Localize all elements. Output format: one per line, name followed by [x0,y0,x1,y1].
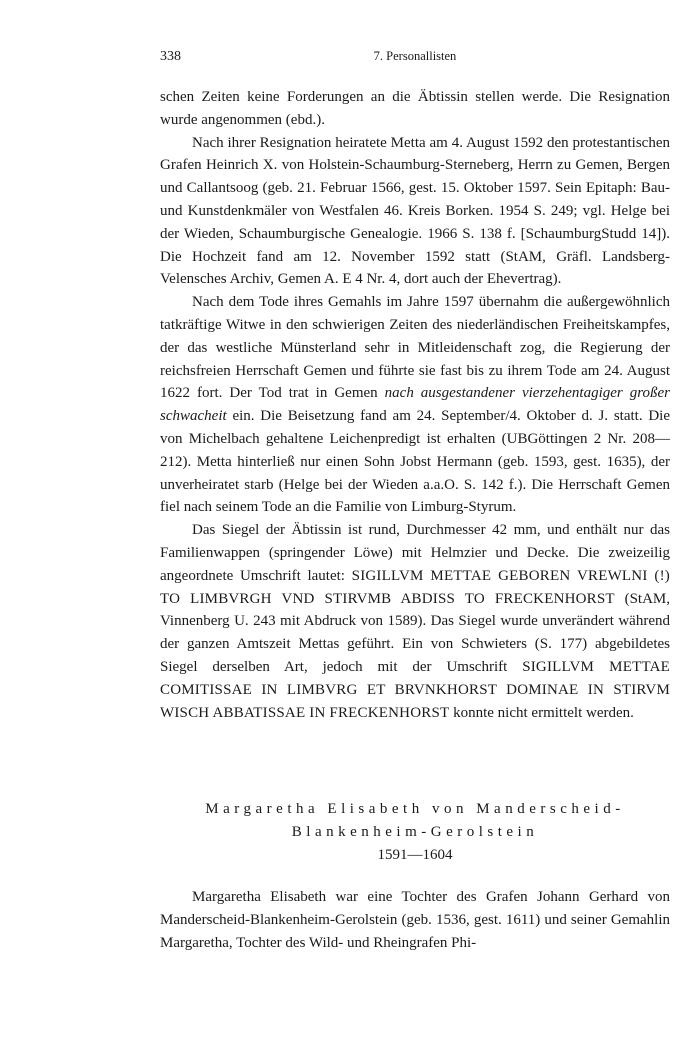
section-years: 1591—1604 [377,846,453,863]
body-text [160,86,670,724]
text-run: ein. Die Beisetzung fand am 24. September/4. Oktober d. J. statt. Die von Michelbach gehaltene Leichenpredigt ist erhalten (UBGöttingen 2 Nr. 208—212). Metta hinterließ nur einen Sohn Jobst Hermann (geb. 1593, gest. 1635), der unverheiratet starb (Helge bei der Wieden a.a.O. S. 142 f.). Die Herrschaft Gemen fiel nach seinem Tode an die Familie von Limburg-Styrum. [160,408,671,516]
section-heading [160,798,670,866]
text-run: Das Siegel der Äbtissin ist rund, Durchmesser 42 mm, und enthält nur das Familienwappen (springender Löwe) mit Helmzier und Decke. Die zweizeilig angeordnete Umschrift lautet: [160,522,670,584]
seal-inscription: SIGILLVM METTAE COMITISSAE IN LIMBVRG ET BRVNKHORST DOMINAE IN STIRVM WISCH ABBATISSAE IN FRECKENHORST [160,658,670,721]
seal-inscription: SIGILLVM METTAE GEBOREN VREWLNI (!) TO LIMBVRGH VND STIRVMB ABDISS TO FRECKENHORST [160,567,670,607]
running-head: 7. Personallisten [373,49,457,63]
paragraph [160,291,670,519]
text-run: (StAM, Vinnenberg U. 243 mit Abdruck von 1589). Das Siegel wurde unverändert während der ganzen Amtszeit Mettas geführt. Ein von Schwieters (S. 177) abgebildetes Siegel derselben Art, jedoch mit der Umschrift [160,590,671,675]
text-run: konnte nicht ermittelt werden. [453,704,634,721]
page-number: 338 [160,49,181,64]
heading-line: Blankenheim-Gerolstein [291,823,539,840]
page-header [160,49,670,69]
text-run: Nach dem Tode ihres Gemahls im Jahre 1597 übernahm die außergewöhnlich tatkräftige Witwe in den schwierigen Zeiten des niederländischen Freiheitskampfes, der das westliche Münsterland sehr in Mitleidenschaft zog, die Regierung der reichsfreien Herrschaft Gemen und führte sie fast bis zu ihrem Tode am 24. August 1622 fort. Der Tod trat in Gemen [160,294,670,402]
section-body [160,886,670,954]
paragraph: Nach ihrer Resignation heiratete Metta am 4. August 1592 den protestantischen Grafen Heinrich X. von Holstein-Schaumburg-Sterneberg, Herrn zu Gemen, Bergen und Callantsoog (geb. 21. Februar 1566, gest. 15. Oktober 1597. Sein Epitaph: Bau- und Kunstdenkmäler von Westfalen 46. Kreis Borken. 1954 S. 249; vgl. Helge bei der Wieden, Schaumburgische Genealogie. 1966 S. 138 f. [SchaumburgStudd 14]). Die Hochzeit fand am 12. November 1592 statt (StAM, Gräfl. Landsberg-Velensches Archiv, Gemen A. E 4 Nr. 4, dort auch der Ehevertrag). [160,134,670,288]
paragraph: Margaretha Elisabeth war eine Tochter des Grafen Johann Gerhard von Manderscheid-Blankenheim-Gerolstein (geb. 1536, gest. 1611) und seiner Gemahlin Margaretha, Tochter des Wild- und Rheingrafen Phi- [160,889,670,951]
quoted-phrase: nach ausgestandener vierzehentagiger großer schwacheit [160,385,671,425]
heading-line: Margaretha Elisabeth von Manderscheid- [205,801,625,817]
paragraph [160,519,670,724]
paragraph: schen Zeiten keine Forderungen an die Äbtissin stellen werde. Die Resignation wurde angenommen (ebd.). [160,89,670,128]
